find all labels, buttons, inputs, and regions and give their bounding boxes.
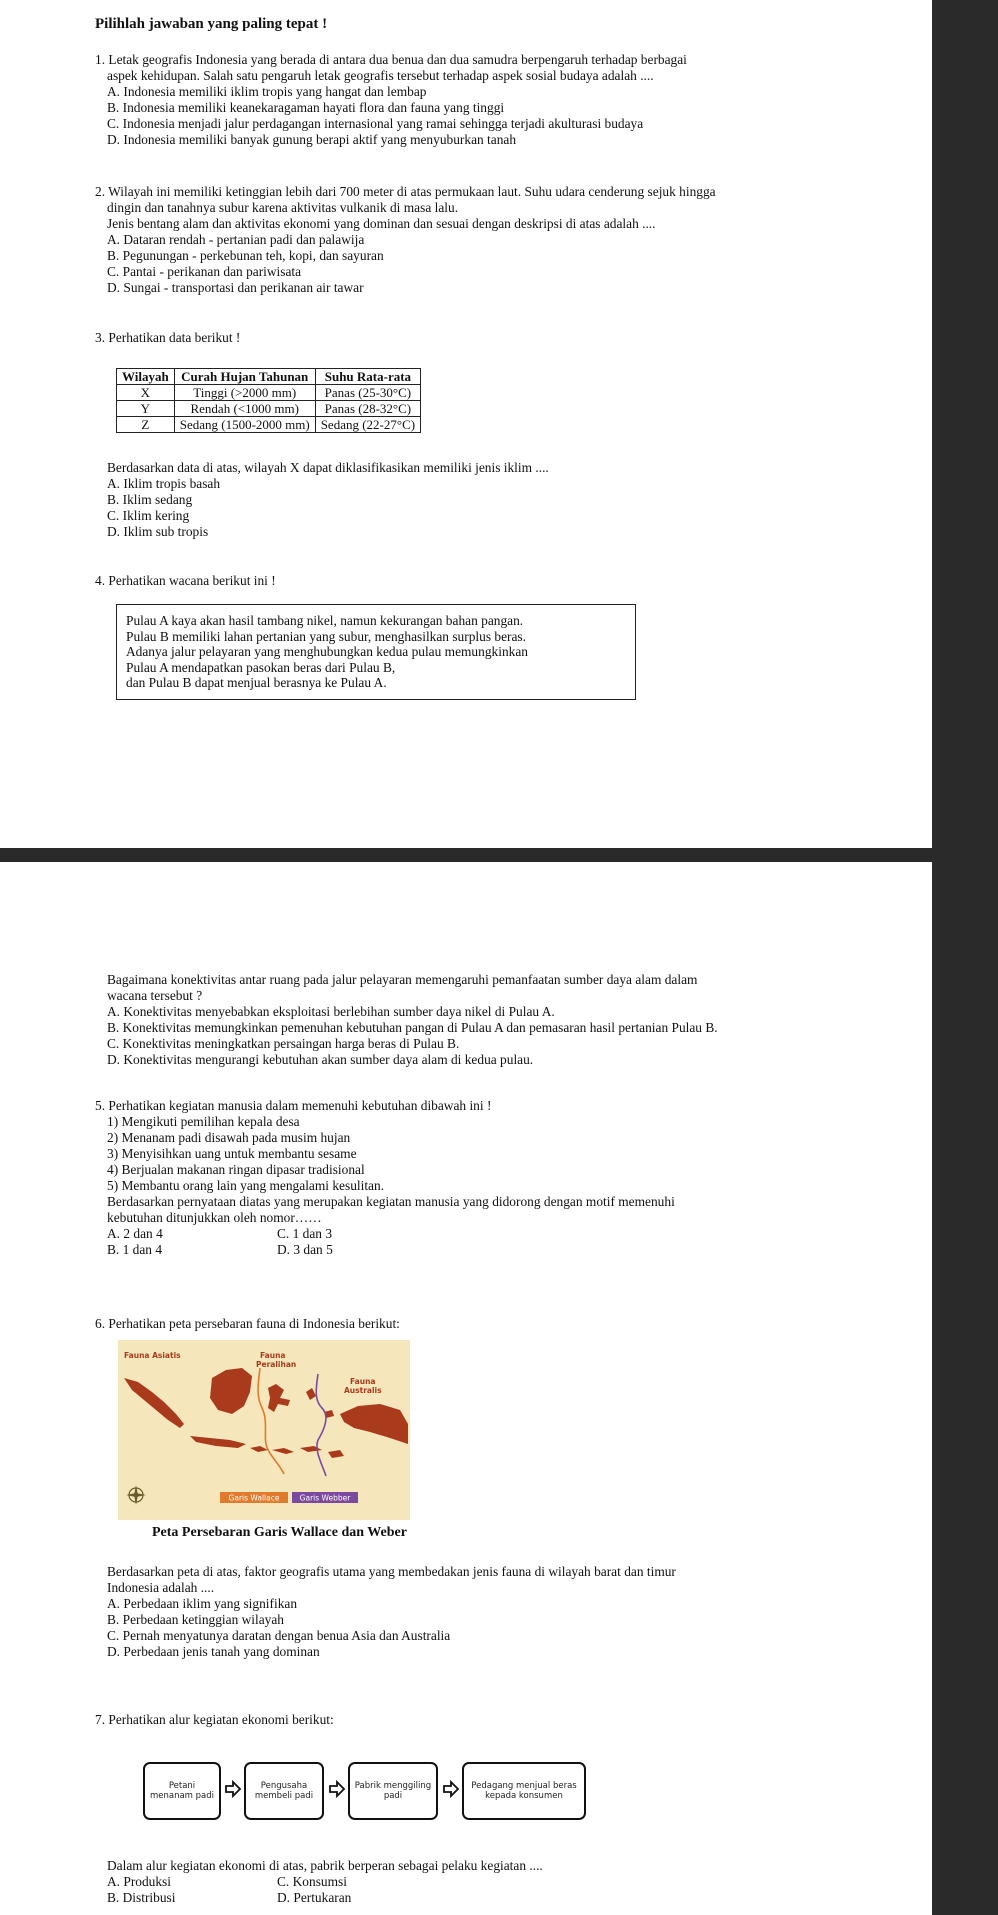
q6-question: Berdasarkan peta di atas, faktor geografis utama yang membedakan jenis fauna di wilayah barat dan timur bbox=[107, 1564, 676, 1579]
q5-option-a[interactable]: A. 2 dan 4 bbox=[107, 1226, 163, 1241]
table-cell: Tinggi (>2000 mm) bbox=[174, 385, 315, 401]
page-separator bbox=[0, 848, 998, 862]
table-cell: Sedang (1500-2000 mm) bbox=[174, 417, 315, 433]
question-2 bbox=[95, 184, 835, 296]
q6-option-c[interactable]: C. Pernah menyatunya daratan dengan benua Asia dan Australia bbox=[107, 1628, 451, 1643]
q1-option-c[interactable]: C. Indonesia menjadi jalur perdagangan internasional yang ramai sehingga terjadi akulturasi budaya bbox=[107, 116, 644, 131]
q2-stem: 2. Wilayah ini memiliki ketinggian lebih dari 700 meter di atas permukaan laut. Suhu udara cenderung sejuk hingga bbox=[95, 184, 716, 199]
q5-option-d[interactable]: D. 3 dan 5 bbox=[277, 1242, 333, 1257]
map-graphic bbox=[118, 1340, 410, 1520]
climate-data-table bbox=[116, 368, 421, 433]
q7-options bbox=[95, 1874, 835, 1906]
table-cell: Rendah (<1000 mm) bbox=[174, 401, 315, 417]
q7-option-a[interactable]: A. Produksi bbox=[107, 1874, 171, 1889]
compass-rose-icon bbox=[126, 1485, 146, 1505]
q2-option-b[interactable]: B. Pegunungan - perkebunan teh, kopi, dan sayuran bbox=[107, 248, 384, 263]
q5-option-b[interactable]: B. 1 dan 4 bbox=[107, 1242, 163, 1257]
passage-line: Pulau A kaya akan hasil tambang nikel, namun kekurangan bahan pangan. bbox=[126, 613, 524, 628]
q6-option-b[interactable]: B. Perbedaan ketinggian wilayah bbox=[107, 1612, 285, 1627]
q5-question-cont: kebutuhan ditunjukkan oleh nomor…… bbox=[107, 1210, 322, 1225]
q4-passage-box bbox=[116, 604, 636, 700]
q6-option-d[interactable]: D. Perbedaan jenis tanah yang dominan bbox=[107, 1644, 320, 1659]
question-7-stem: 7. Perhatikan alur kegiatan ekonomi berikut: bbox=[95, 1712, 334, 1727]
arrow-right-icon bbox=[442, 1780, 460, 1798]
question-6-stem: 6. Perhatikan peta persebaran fauna di Indonesia berikut: bbox=[95, 1316, 400, 1331]
q5-item: 3) Menyisihkan uang untuk membantu sesame bbox=[107, 1146, 357, 1161]
legend-webber-label: Garis Webber bbox=[299, 1493, 351, 1503]
q5-item: 2) Menanam padi disawah pada musim hujan bbox=[107, 1130, 351, 1145]
q6-question-cont: Indonesia adalah .... bbox=[107, 1580, 215, 1595]
q1-stem: 1. Letak geografis Indonesia yang berada di antara dua benua dan dua samudra berpengaruh terhadap berbagai bbox=[95, 52, 687, 67]
label-fauna-australis: Australis bbox=[344, 1386, 382, 1395]
q2-option-a[interactable]: A. Dataran rendah - pertanian padi dan palawija bbox=[107, 232, 365, 247]
q5-item: 1) Mengikuti pemilihan kepala desa bbox=[107, 1114, 300, 1129]
question-3-stem: 3. Perhatikan data berikut ! bbox=[95, 330, 241, 345]
arrow-right-icon bbox=[328, 1780, 346, 1798]
q5-options bbox=[95, 1226, 915, 1258]
table-cell: Sedang (22-27°C) bbox=[315, 417, 420, 433]
table-row bbox=[117, 385, 421, 401]
table-header: Wilayah bbox=[117, 369, 175, 385]
question-3 bbox=[95, 460, 835, 540]
q7-question: Dalam alur kegiatan ekonomi di atas, pabrik berperan sebagai pelaku kegiatan .... bbox=[107, 1858, 543, 1873]
wallace-line bbox=[258, 1368, 284, 1474]
q2-option-c[interactable]: C. Pantai - perikanan dan pariwisata bbox=[107, 264, 302, 279]
q3-option-c[interactable]: C. Iklim kering bbox=[107, 508, 190, 523]
question-7 bbox=[95, 1858, 835, 1906]
flow-step-pedagang: Pedagang menjual beras kepada konsumen bbox=[462, 1762, 586, 1820]
question-4 bbox=[95, 972, 915, 1068]
q1-option-a[interactable]: A. Indonesia memiliki iklim tropis yang hangat dan lembap bbox=[107, 84, 427, 99]
q1-option-b[interactable]: B. Indonesia memiliki keanekaragaman hayati flora dan fauna yang tinggi bbox=[107, 100, 505, 115]
table-cell: Z bbox=[117, 417, 175, 433]
q6-option-a[interactable]: A. Perbedaan iklim yang signifikan bbox=[107, 1596, 298, 1611]
economic-flow-diagram bbox=[0, 1762, 932, 1822]
table-row bbox=[117, 417, 421, 433]
q7-option-d[interactable]: D. Pertukaran bbox=[277, 1890, 352, 1905]
fauna-distribution-map bbox=[118, 1340, 410, 1520]
q3-option-a[interactable]: A. Iklim tropis basah bbox=[107, 476, 221, 491]
q4-option-c[interactable]: C. Konektivitas meningkatkan persaingan harga beras di Pulau B. bbox=[107, 1036, 460, 1051]
passage-line: Pulau B memiliki lahan pertanian yang subur, menghasilkan surplus beras. bbox=[126, 628, 526, 644]
question-3-table-wrap bbox=[116, 368, 421, 433]
legend-wallace-label: Garis Wallace bbox=[228, 1493, 280, 1503]
q2-stem-cont: dingin dan tanahnya subur karena aktivitas vulkanik di masa lalu. bbox=[107, 200, 459, 215]
q5-stem: 5. Perhatikan kegiatan manusia dalam memenuhi kebutuhan dibawah ini ! bbox=[95, 1098, 492, 1113]
q5-option-c[interactable]: C. 1 dan 3 bbox=[277, 1226, 333, 1241]
flow-step-pengusaha: Pengusaha membeli padi bbox=[244, 1762, 324, 1820]
q5-item: 5) Membantu orang lain yang mengalami kesulitan. bbox=[107, 1178, 385, 1193]
q1-option-d[interactable]: D. Indonesia memiliki banyak gunung berapi aktif yang menyuburkan tanah bbox=[107, 132, 517, 147]
instructions-title: Pilihlah jawaban yang paling tepat ! bbox=[95, 16, 328, 32]
q2-stem-question: Jenis bentang alam dan aktivitas ekonomi yang dominan dan sesuai dengan deskripsi di atas adalah .... bbox=[107, 216, 656, 231]
passage-line: dan Pulau B dapat menjual berasnya ke Pulau A. bbox=[126, 675, 387, 690]
flow-step-petani: Petani menanam padi bbox=[143, 1762, 221, 1820]
question-5 bbox=[95, 1098, 915, 1258]
viewer-side-panel bbox=[932, 0, 998, 1915]
q4-question: Bagaimana konektivitas antar ruang pada jalur pelayaran memengaruhi pemanfaatan sumber daya alam dalam bbox=[107, 972, 698, 987]
table-cell: Y bbox=[117, 401, 175, 417]
q7-option-b[interactable]: B. Distribusi bbox=[107, 1890, 176, 1905]
table-cell: X bbox=[117, 385, 175, 401]
q4-option-b[interactable]: B. Konektivitas memungkinkan pemenuhan kebutuhan pangan di Pulau A dan pemasaran hasil pertanian Pulau B. bbox=[107, 1020, 718, 1035]
q3-question: Berdasarkan data di atas, wilayah X dapat diklasifikasikan memiliki jenis iklim .... bbox=[107, 460, 549, 475]
passage-line: Pulau A mendapatkan pasokan beras dari Pulau B, bbox=[126, 659, 396, 675]
label-fauna-asiatis: Fauna Asiatis bbox=[124, 1351, 181, 1360]
label-fauna-peralihan: Peralihan bbox=[256, 1360, 297, 1369]
flow-step-pabrik: Pabrik menggiling padi bbox=[348, 1762, 438, 1820]
question-1 bbox=[95, 52, 835, 148]
passage-line: Adanya jalur pelayaran yang menghubungkan kedua pulau memungkinkan bbox=[126, 644, 528, 659]
table-header: Suhu Rata-rata bbox=[315, 369, 420, 385]
label-fauna-peralihan: Fauna bbox=[260, 1351, 286, 1360]
q1-stem-cont: aspek kehidupan. Salah satu pengaruh letak geografis tersebut terhadap aspek sosial budaya adalah .... bbox=[107, 68, 654, 83]
label-fauna-australis: Fauna bbox=[350, 1377, 376, 1386]
q3-option-b[interactable]: B. Iklim sedang bbox=[107, 492, 193, 507]
map-caption: Peta Persebaran Garis Wallace dan Weber bbox=[152, 1525, 407, 1540]
q4-option-a[interactable]: A. Konektivitas menyebabkan eksploitasi berlebihan sumber daya nikel di Pulau A. bbox=[107, 1004, 555, 1019]
q4-question-cont: wacana tersebut ? bbox=[107, 988, 203, 1003]
q5-item: 4) Berjualan makanan ringan dipasar tradisional bbox=[107, 1162, 365, 1177]
table-row bbox=[117, 401, 421, 417]
q4-option-d[interactable]: D. Konektivitas mengurangi kebutuhan akan sumber daya alam di kedua pulau. bbox=[107, 1052, 534, 1067]
q5-question: Berdasarkan pernyataan diatas yang merupakan kegiatan manusia yang didorong dengan motif memenuhi bbox=[107, 1194, 675, 1209]
q2-option-d[interactable]: D. Sungai - transportasi dan perikanan air tawar bbox=[107, 280, 364, 295]
arrow-right-icon bbox=[224, 1780, 242, 1798]
table-cell: Panas (25-30°C) bbox=[315, 385, 420, 401]
q3-option-d[interactable]: D. Iklim sub tropis bbox=[107, 524, 209, 539]
question-6 bbox=[95, 1564, 915, 1660]
webber-line bbox=[316, 1374, 326, 1476]
question-4-stem: 4. Perhatikan wacana berikut ini ! bbox=[95, 573, 276, 588]
q7-option-c[interactable]: C. Konsumsi bbox=[277, 1874, 347, 1889]
table-cell: Panas (28-32°C) bbox=[315, 401, 420, 417]
table-header: Curah Hujan Tahunan bbox=[174, 369, 315, 385]
